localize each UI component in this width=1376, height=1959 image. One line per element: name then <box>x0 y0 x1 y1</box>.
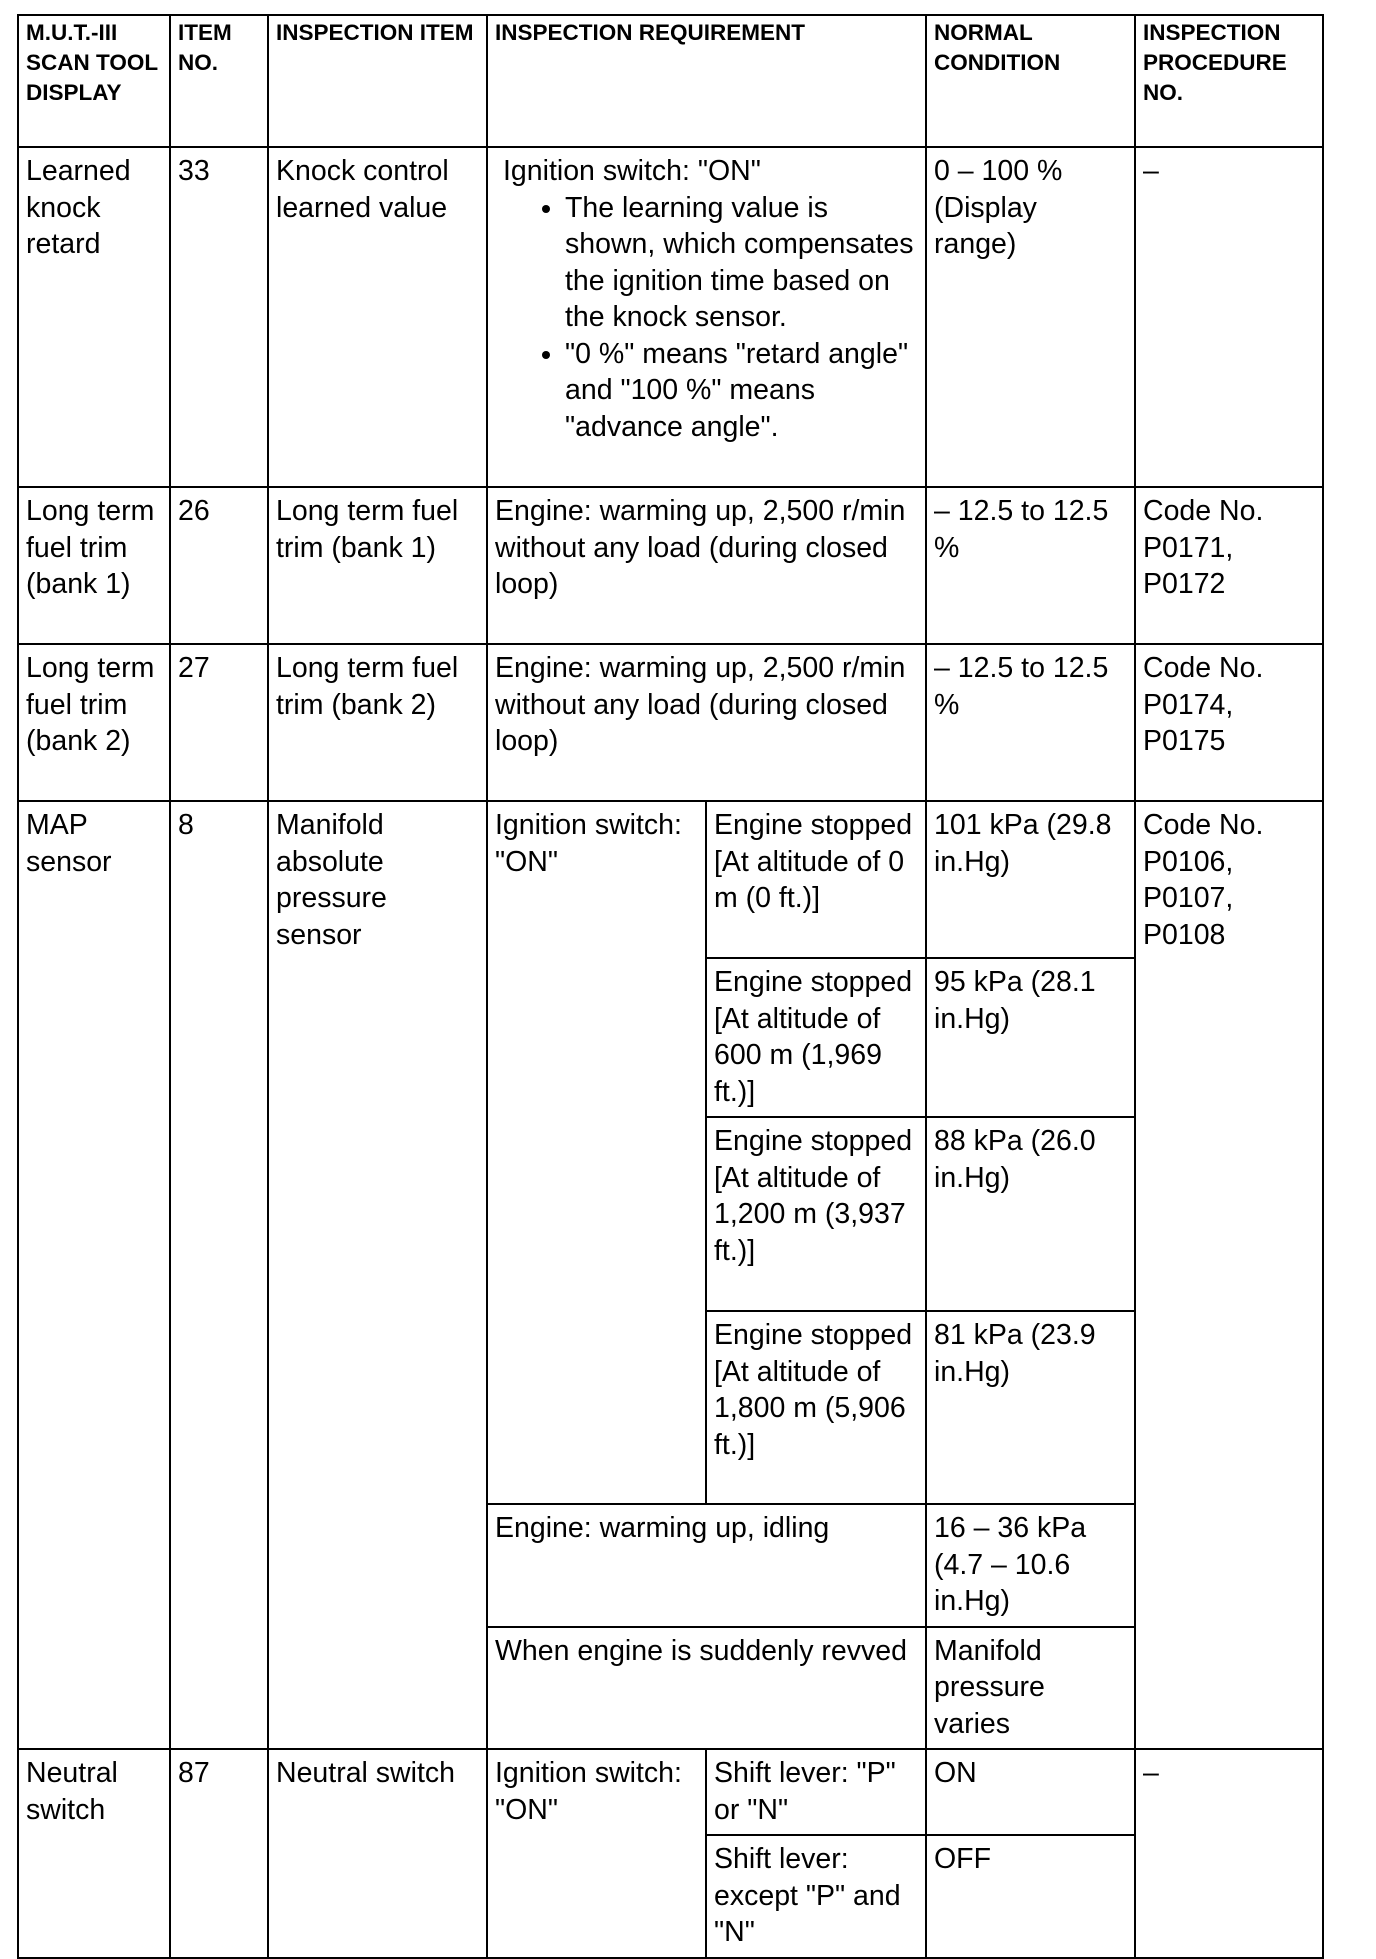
header-normal-condition: NORMAL CONDITION <box>926 15 1135 147</box>
ltft1-procedure: Code No. P0171, P0172 <box>1135 487 1323 644</box>
ltft2-item: Long term fuel trim (bank 2) <box>268 644 487 801</box>
header-display: M.U.T.-III SCAN TOOL DISPLAY <box>18 15 170 147</box>
map-rev-normal: Manifold pressure varies <box>926 1627 1135 1750</box>
neutral-ign-condition: Ignition switch: "ON" <box>487 1749 706 1958</box>
map-ign-condition: Ignition switch: "ON" <box>487 801 706 1504</box>
ltft2-requirement: Engine: warming up, 2,500 r/min without any load (during closed loop) <box>487 644 926 801</box>
table-row-neutral-pn <box>18 1749 1323 1835</box>
neutral-display: Neutral switch <box>18 1749 170 1958</box>
neutral-item: Neutral switch <box>268 1749 487 1958</box>
knock-req-lead: Ignition switch: "ON" <box>503 155 761 187</box>
ltft1-requirement: Engine: warming up, 2,500 r/min without any load (during closed loop) <box>487 487 926 644</box>
table-row-ltft2 <box>18 644 1323 801</box>
table-row-knock <box>18 147 1323 487</box>
map-alt-1800-normal: 81 kPa (23.9 in.Hg) <box>926 1311 1135 1504</box>
map-alt-0-normal: 101 kPa (29.8 in.Hg) <box>926 801 1135 958</box>
neutral-pn-condition: Shift lever: "P" or "N" <box>706 1749 926 1835</box>
map-idle-requirement: Engine: warming up, idling <box>487 1504 926 1627</box>
knock-bullet-2: • "0 %" means "retard angle" and "100 %" means "advance angle". <box>565 336 918 446</box>
knock-display: Learned knock retard <box>18 147 170 487</box>
inspection-table <box>17 14 1324 1959</box>
map-display: MAP sensor <box>18 801 170 1749</box>
map-alt-0-condition: Engine stopped [At altitude of 0 m (0 ft.)] <box>706 801 926 958</box>
knock-req-bullets <box>503 190 918 446</box>
knock-normal: 0 – 100 % (Display range) <box>926 147 1135 487</box>
map-alt-600-condition: Engine stopped [At altitude of 600 m (1,969 ft.)] <box>706 958 926 1117</box>
map-alt-1200-condition: Engine stopped [At altitude of 1,200 m (3,937 ft.)] <box>706 1117 926 1311</box>
ltft1-normal: – 12.5 to 12.5 % <box>926 487 1135 644</box>
header-inspection-item: INSPECTION ITEM <box>268 15 487 147</box>
neutral-procedure: – <box>1135 1749 1323 1958</box>
map-idle-normal: 16 – 36 kPa (4.7 – 10.6 in.Hg) <box>926 1504 1135 1627</box>
map-alt-600-normal: 95 kPa (28.1 in.Hg) <box>926 958 1135 1117</box>
map-rev-requirement: When engine is suddenly revved <box>487 1627 926 1750</box>
knock-requirement <box>487 147 926 487</box>
header-row <box>18 15 1323 147</box>
map-alt-1200-normal: 88 kPa (26.0 in.Hg) <box>926 1117 1135 1311</box>
knock-item-no: 33 <box>170 147 268 487</box>
neutral-other-condition: Shift lever: except "P" and "N" <box>706 1835 926 1958</box>
ltft1-display: Long term fuel trim (bank 1) <box>18 487 170 644</box>
ltft2-procedure: Code No. P0174, P0175 <box>1135 644 1323 801</box>
header-inspection-requirement: INSPECTION REQUIREMENT <box>487 15 926 147</box>
knock-item: Knock control learned value <box>268 147 487 487</box>
map-item-no: 8 <box>170 801 268 1749</box>
ltft1-item: Long term fuel trim (bank 1) <box>268 487 487 644</box>
map-procedure: Code No. P0106, P0107, P0108 <box>1135 801 1323 1749</box>
neutral-item-no: 87 <box>170 1749 268 1958</box>
ltft2-normal: – 12.5 to 12.5 % <box>926 644 1135 801</box>
knock-bullet-1: • The learning value is shown, which compensates the ignition time based on the knock sensor. <box>565 190 918 336</box>
knock-procedure: – <box>1135 147 1323 487</box>
table-row-ltft1 <box>18 487 1323 644</box>
ltft2-display: Long term fuel trim (bank 2) <box>18 644 170 801</box>
header-item-no: ITEM NO. <box>170 15 268 147</box>
ltft2-item-no: 27 <box>170 644 268 801</box>
ltft1-item-no: 26 <box>170 487 268 644</box>
header-procedure-no: INSPECTION PROCEDURE NO. <box>1135 15 1323 147</box>
neutral-pn-normal: ON <box>926 1749 1135 1835</box>
neutral-other-normal: OFF <box>926 1835 1135 1958</box>
table-row-map-alt-0 <box>18 801 1323 958</box>
map-item: Manifold absolute pressure sensor <box>268 801 487 1749</box>
map-alt-1800-condition: Engine stopped [At altitude of 1,800 m (5,906 ft.)] <box>706 1311 926 1504</box>
